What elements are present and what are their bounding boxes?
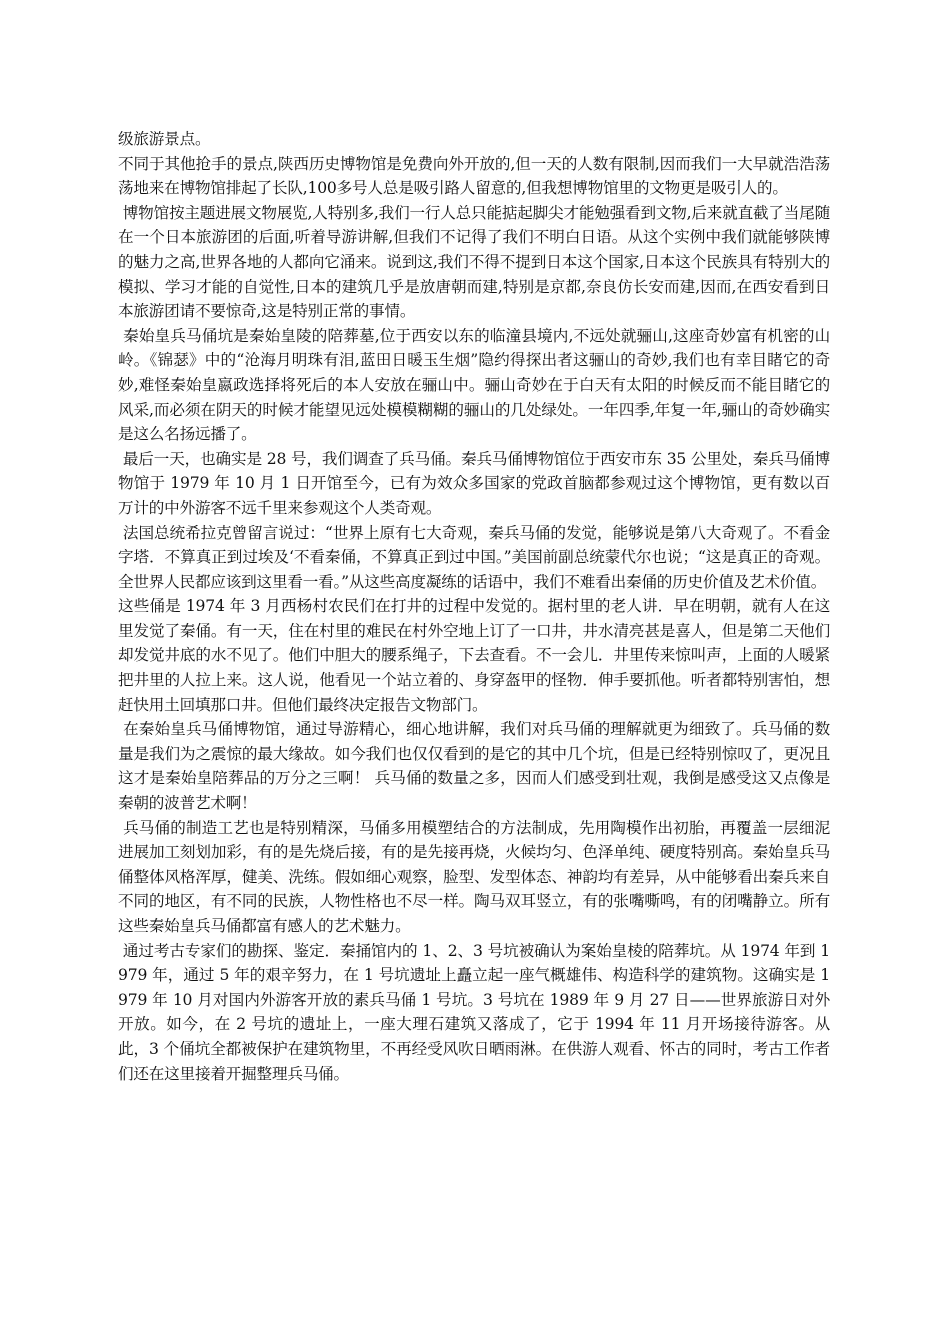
paragraph-1: 级旅游景点。	[118, 130, 211, 148]
paragraph-5: 最后一天，也确实是 28 号，我们调查了兵马俑。秦兵马俑博物馆位于西安市东 35 公里处，秦兵马俑博物馆于 1979 年 10 月 1 日开馆至今，已有为效众多国家的党政首脑都参观过这个博物馆，更有数以百万计的中外游客不远千里来参观这个人类奇观。	[118, 449, 830, 517]
paragraph-2: 不同于其他抢手的景点,陕西历史博物馆是免费向外开放的,但一天的人数有限制,因而我们一大早就浩浩荡荡地来在博物馆排起了长队,100多号人总是吸引路人留意的,但我想博物馆里的文物更是吸引人的。	[118, 154, 830, 198]
paragraph-6: 法国总统希拉克曾留言说过：“世界上原有七大奇观，秦兵马俑的发觉，能够说是第八大奇观了。不看金字塔．不算真正到过埃及‘不看秦俑，不算真正到过中国。”美国前副总统蒙代尔也说；“这是真正的奇观。全世界人民都应该到这里看一看。”从这些高度凝练的话语中，我们不难看出秦俑的历史价值及艺术价值。	[118, 523, 830, 591]
paragraph-9: 兵马俑的制造工艺也是特别精深，马俑多用模塑结合的方法制成，先用陶模作出初胎，再覆盖一层细泥进展加工刻划加彩，有的是先烧后接，有的是先接再烧，火候均匀、色泽单纯、硬度特别高。秦始皇兵马俑整体风格浑厚，健美、洗练。假如细心观察，脸型、发型体态、神韵均有差异，从中能够看出秦兵来自不同的地区，有不同的民族，人物性格也不尽一样。陶马双耳竖立，有的张嘴嘶鸣，有的闭嘴静立。所有这些秦始皇兵马俑都富有感人的艺术魅力。	[118, 818, 830, 935]
paragraph-8: 在秦始皇兵马俑博物馆，通过导游精心，细心地讲解，我们对兵马俑的理解就更为细致了。兵马俑的数量是我们为之震惊的最大缘故。如今我们也仅仅看到的是它的其中几个坑，但是已经特别惊叹了，更况且这才是秦始皇陪葬品的万分之三啊！ 兵马俑的数量之多，因而人们感受到壮观，我倒是感受这又点像是秦朝的波普艺术啊！	[118, 720, 830, 813]
document-body	[118, 127, 830, 1086]
paragraph-3: 博物馆按主题进展文物展览,人特别多,我们一行人总只能掂起脚尖才能勉强看到文物,后来就直截了当尾随在一个日本旅游团的后面,听着导游讲解,但我们不记得了我们不明白日语。从这个实例中我们就能够陕博的魅力之高,世界各地的人都向它涌来。说到这,我们不得不提到日本这个国家,日本这个民族具有特别大的模拟、学习才能的自觉性,日本的建筑几乎是放唐朝而建,特别是京都,奈良仿长安而建,因而,在西安看到日本旅游团请不要惊奇,这是特别正常的事情。	[118, 203, 830, 321]
paragraph-10: 通过考古专家们的勘探、鉴定．秦捅馆内的 1、2、3 号坑被确认为案始皇棱的陪葬坑。从 1974 年到 1979 年，通过 5 年的艰辛努力，在 1 号坑遗址上矗立起一座气概雄伟、构造科学的建筑物。这确实是 1979 年 10 月对国内外游客开放的素兵马俑 1 号坑。3 号坑在 1989 年 9 月 27 日——世界旅游日对外开放。如今，在 2 号坑的遗址上，一座大理石建筑又落成了，它于 1994 年 11 月开场接待游客。从此，3 个俑坑全都被保护在建筑物里，不再经受风吹日晒雨淋。在供游人观看、怀古的同时，考古工作者们还在这里接着开掘整理兵马俑。	[118, 941, 830, 1083]
paragraph-7: 这些俑是 1974 年 3 月西杨村农民们在打井的过程中发觉的。据村里的老人讲．早在明朝，就有人在这里发觉了秦俑。有一天，住在村里的难民在村外空地上订了一口井，井水清亮甚是喜人，但是第二天他们却发觉井底的水不见了。他们中胆大的腰系绳子，下去查看。不一会儿．井里传来惊叫声，上面的人暖紧把井里的人拉上来。这人说，他看见一个站立着的、身穿盔甲的怪物．伸手要抓他。听者都特别害怕，想赶快用土回填那口井。但他们最终决定报告文物部门。	[118, 597, 830, 714]
paragraph-4: 秦始皇兵马俑坑是秦始皇陵的陪葬墓,位于西安以东的临潼县境内,不远处就骊山,这座奇妙富有机密的山岭。《锦瑟》中的“沧海月明珠有泪,蓝田日暖玉生烟”隐约得探出者这骊山的奇妙,我们也有幸目睹它的奇妙,难怪秦始皇嬴政选择将死后的本人安放在骊山中。骊山奇妙在于白天有太阳的时候反而不能目睹它的风采,而必须在阴天的时候才能望见远处模模糊糊的骊山的几处绿处。一年四季,年复一年,骊山的奇妙确实是这么名扬远播了。	[118, 326, 830, 444]
